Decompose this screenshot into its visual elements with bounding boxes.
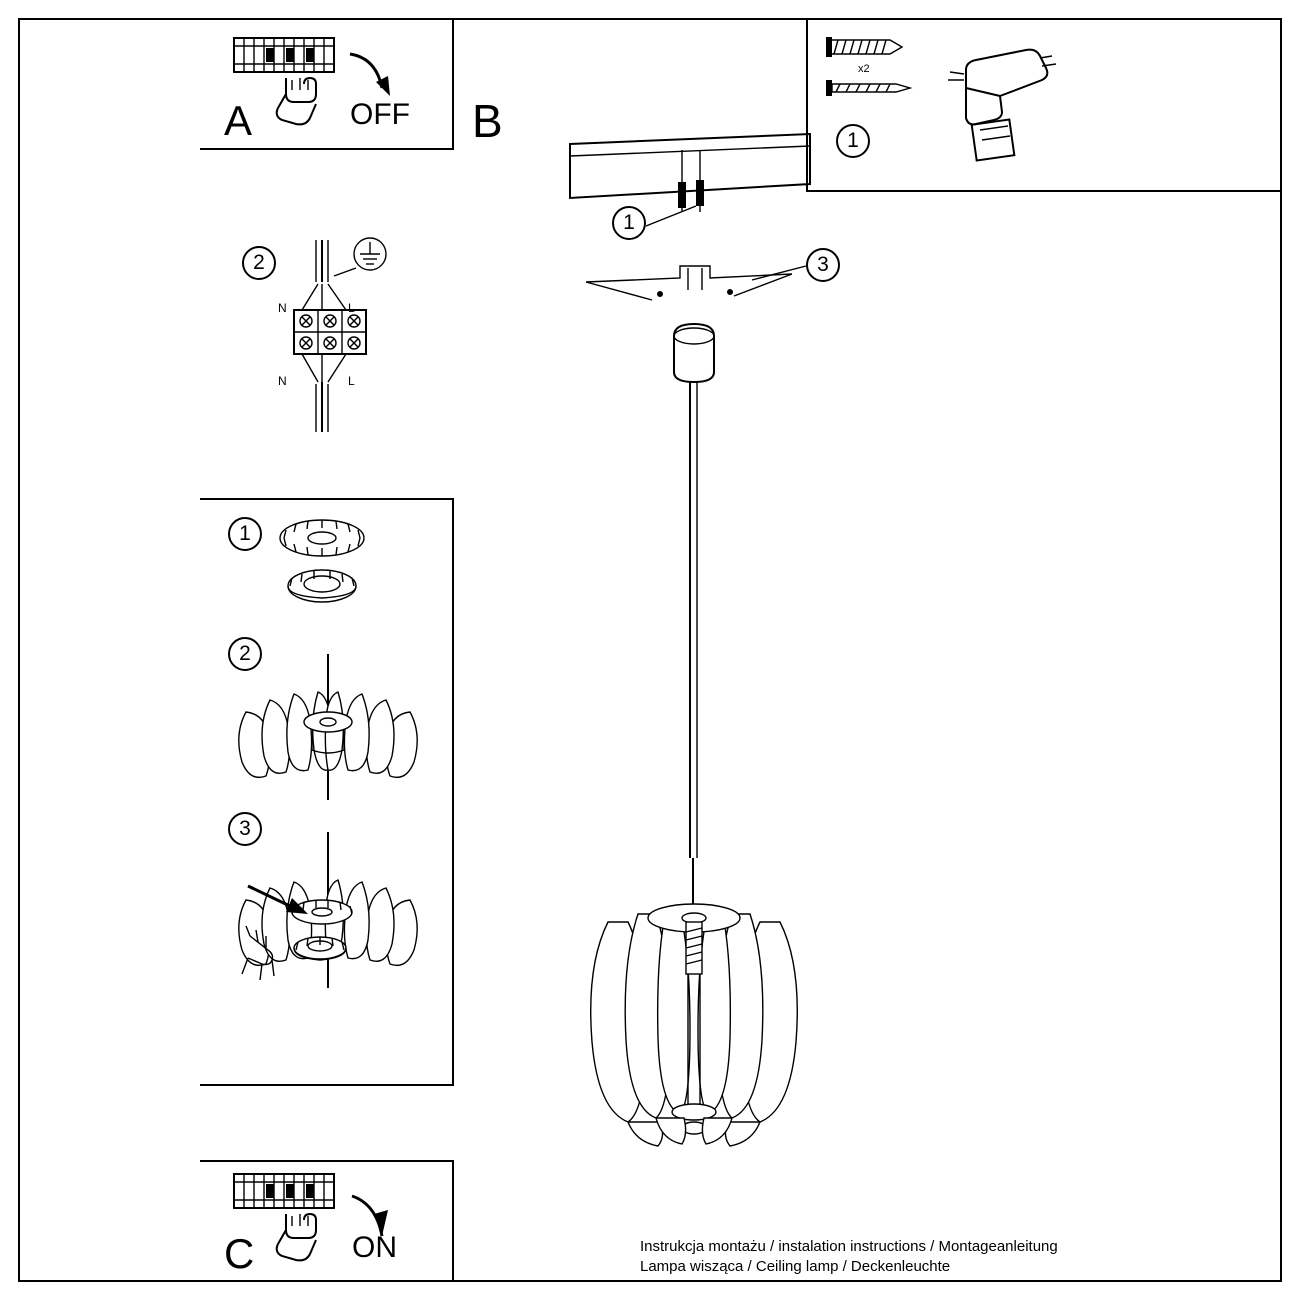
shade-petals-mount xyxy=(228,650,428,815)
assembly-step1-circle xyxy=(228,517,262,551)
terminal-label-l-top: L xyxy=(348,301,355,315)
fuse-box-switch-on-icon xyxy=(230,1168,430,1278)
cover-plate-step-number: 3 xyxy=(817,253,829,276)
terminal-label-l-bottom: L xyxy=(348,374,355,388)
footer-line-2: Lampa wisząca / Ceiling lamp / Deckenleuchte xyxy=(640,1258,951,1275)
ceiling-plate-step-number: 1 xyxy=(623,211,635,234)
ceiling-plate-leader-line xyxy=(644,200,724,240)
pendant-lamp-drawing xyxy=(560,318,860,1178)
drill-panel-quantity-label: x2 xyxy=(858,63,870,75)
fuse-box-switch-off-icon xyxy=(230,32,430,142)
terminal-block-icon xyxy=(270,232,400,452)
section-b-letter: B xyxy=(472,95,503,147)
terminal-label-n-bottom: N xyxy=(278,374,287,388)
ceiling-plate-step-circle xyxy=(612,206,646,240)
section-c-letter: C xyxy=(224,1230,255,1277)
assembly-step2-number: 2 xyxy=(239,642,251,665)
terminal-label-n-top: N xyxy=(278,301,287,315)
tighten-nut-by-hand xyxy=(228,828,433,1013)
screw-icon xyxy=(824,76,944,100)
section-a-off-label: OFF xyxy=(350,98,410,131)
wall-plug-icon xyxy=(824,30,944,64)
drill-icon xyxy=(940,34,1070,164)
drill-panel-step-number: 1 xyxy=(847,129,859,152)
section-a-letter: A xyxy=(224,97,253,144)
washer-and-nut-parts xyxy=(278,508,368,608)
cover-plate-leader-line xyxy=(750,260,820,290)
drill-panel-step-circle xyxy=(836,124,870,158)
wiring-step-number: 2 xyxy=(253,251,265,274)
section-c-on-label: ON xyxy=(352,1231,397,1264)
footer-line-1: Instrukcja montażu / instalation instructions / Montageanleitung xyxy=(640,1238,1058,1255)
assembly-step3-number: 3 xyxy=(239,817,251,840)
assembly-step1-number: 1 xyxy=(239,522,251,545)
